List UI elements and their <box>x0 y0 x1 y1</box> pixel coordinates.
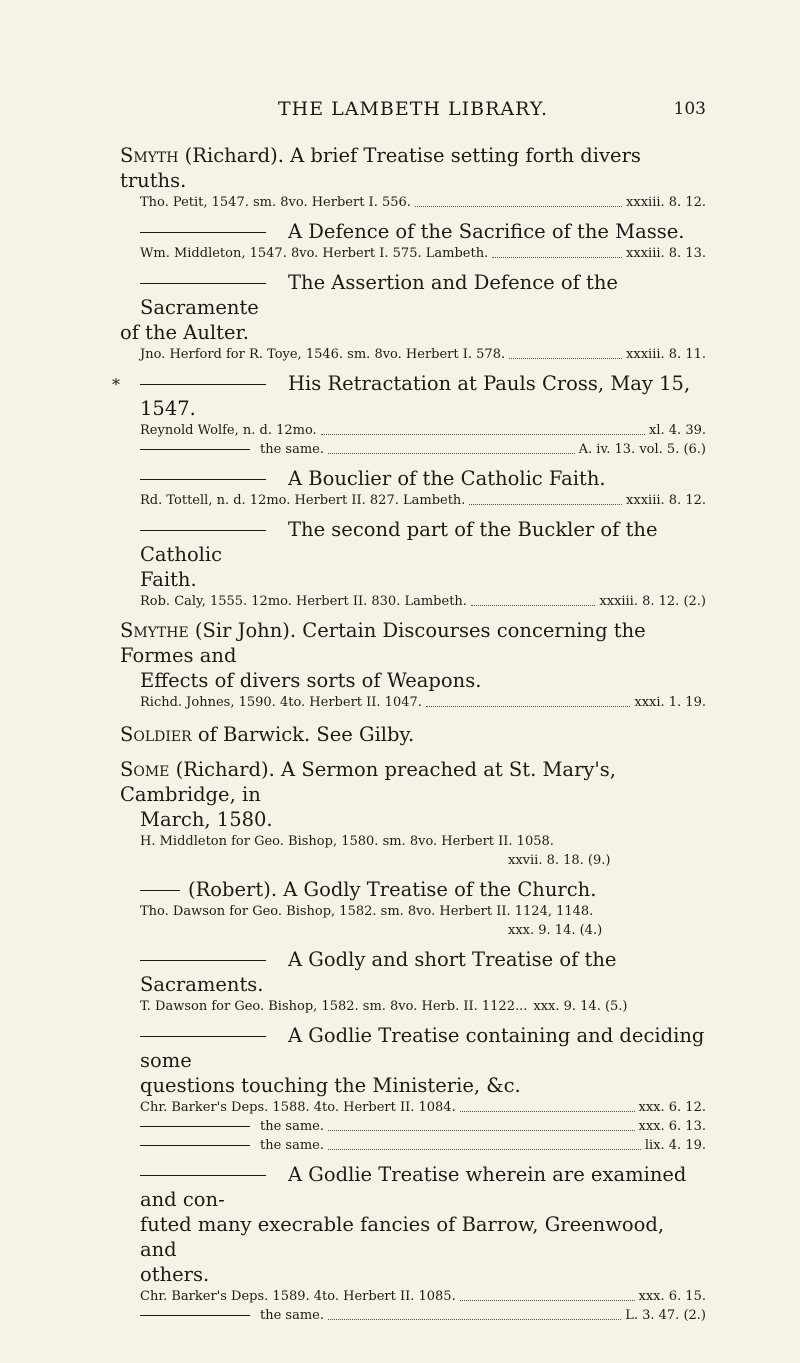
entry-publication: Jno. Herford for R. Toye, 1546. sm. 8vo. Herbert I. 578. <box>140 347 506 362</box>
entry-publication: Rob. Caly, 1555. 12mo. Herbert II. 830. Lambeth. <box>140 594 467 609</box>
cross-reference: See Gilby. <box>310 723 415 746</box>
entry-title: A Defence of the Sacrifice of the Masse. <box>288 220 685 243</box>
entry-title-continued: Faith. <box>140 568 197 591</box>
catalogue-entry <box>112 371 706 459</box>
entry-title: A Godly and short Treatise of the Sacraments. <box>140 948 617 996</box>
page-header <box>120 98 706 126</box>
entry-publication: Richd. Johnes, 1590. 4to. Herbert II. 1047. <box>140 695 422 710</box>
entry-sub-text: the same. <box>260 1119 324 1134</box>
entry-author-detail: (Sir John). <box>188 619 297 642</box>
entry-sub-text: the same. <box>260 442 324 457</box>
entry-shelfmark: xl. 4. 39. <box>649 423 706 438</box>
entry-shelfmark: xxxiii. 8. 12. <box>626 195 706 210</box>
catalogue-entry <box>120 1023 706 1155</box>
entry-title: A Godlie Treatise wherein are examined and con- <box>140 1163 687 1211</box>
catalogue-entry <box>120 270 706 364</box>
catalogue-entry <box>120 877 706 940</box>
entry-title-continued: futed many execrable fancies of Barrow, Greenwood, and <box>140 1213 665 1261</box>
entry-title: A Bouclier of the Catholic Faith. <box>288 467 606 490</box>
entry-sub-shelfmark: A. iv. 13. vol. 5. (6.) <box>578 442 706 457</box>
catalogue-entry <box>120 219 706 263</box>
catalogue-entry <box>120 722 706 747</box>
ditto-dash <box>140 449 250 450</box>
catalogue-entry <box>120 757 706 870</box>
ditto-dash <box>140 479 266 480</box>
entry-title: A Godlie Treatise containing and deciding some <box>140 1024 705 1072</box>
entry-shelfmark: xxx. 6. 15. <box>638 1289 706 1304</box>
ditto-dash <box>140 232 266 233</box>
entry-shelfmark: xxx. 9. 14. (4.) <box>508 923 603 938</box>
catalogue-entry <box>120 1162 706 1325</box>
entry-author-detail: (Richard). <box>169 758 275 781</box>
entry-title: A Godly Treatise of the Church. <box>277 878 597 901</box>
ditto-dash <box>140 283 266 284</box>
entry-title: The second part of the Buckler of the Catholic <box>140 518 658 566</box>
ditto-dash <box>140 1036 266 1037</box>
ditto-dash <box>140 1126 250 1127</box>
entry-author: Smythe <box>120 619 189 642</box>
entry-publication: Chr. Barker's Deps. 1588. 4to. Herbert II. 1084. <box>140 1100 456 1115</box>
running-title: THE LAMBETH LIBRARY. <box>277 98 549 120</box>
entry-publication: Tho. Dawson for Geo. Bishop, 1582. sm. 8vo. Herbert II. 1124, 1148. <box>140 904 594 919</box>
entry-title: The Assertion and Defence of the Sacramente <box>140 271 618 319</box>
entry-publication: Reynold Wolfe, n. d. 12mo. <box>140 423 317 438</box>
entry-publication: Tho. Petit, 1547. sm. 8vo. Herbert I. 556. <box>140 195 411 210</box>
entry-shelfmark: xxvii. 8. 18. (9.) <box>508 853 611 868</box>
ditto-dash <box>140 384 266 385</box>
catalogue-entry <box>120 618 706 712</box>
entry-shelfmark: xxx. 9. 14. (5.) <box>533 999 628 1014</box>
entry-author: Some <box>120 758 170 781</box>
entry-publication: T. Dawson for Geo. Bishop, 1582. sm. 8vo. Herb. II. 1122... <box>140 999 528 1014</box>
entry-sub-shelfmark: L. 3. 47. (2.) <box>625 1308 706 1323</box>
ditto-dash <box>140 960 266 961</box>
entry-title: His Retractation at Pauls Cross, May 15, <box>288 372 691 395</box>
entry-title: A Sermon preached at St. Mary's, Cambridge, in <box>120 758 616 806</box>
entry-shelfmark: xxxiii. 8. 13. <box>626 246 706 261</box>
entry-title-continued: 1547. <box>140 397 196 420</box>
ditto-dash <box>140 1315 250 1316</box>
entry-title-continued: Effects of divers sorts of Weapons. <box>140 669 482 692</box>
entry-title: A brief Treatise setting forth divers truths. <box>120 144 641 192</box>
entry-author-detail: of Barwick. <box>191 723 311 746</box>
entry-shelfmark: xxxiii. 8. 11. <box>626 347 706 362</box>
entry-sub-text: the same. <box>260 1308 324 1323</box>
ditto-dash <box>140 1175 266 1176</box>
catalogue-entries <box>112 136 706 1325</box>
entry-shelfmark: xxx. 6. 12. <box>638 1100 706 1115</box>
entry-sub-text: the same. <box>260 1138 324 1153</box>
entry-publication: H. Middleton for Geo. Bishop, 1580. sm. 8vo. Herbert II. 1058. <box>140 834 554 849</box>
catalogue-entry <box>120 466 706 510</box>
ditto-dash <box>140 1145 250 1146</box>
entry-title-continued: questions touching the Ministerie, &c. <box>140 1074 521 1097</box>
entry-author-detail: (Robert). <box>188 878 278 901</box>
entry-title: Certain Discourses concerning the Formes and <box>120 619 646 667</box>
ditto-dash <box>140 890 180 891</box>
entry-title-continued: of the Aulter. <box>120 321 249 344</box>
ditto-dash <box>140 530 266 531</box>
entry-author: Soldier <box>120 723 192 746</box>
entry-publication: Rd. Tottell, n. d. 12mo. Herbert II. 827. Lambeth. <box>140 493 466 508</box>
catalogue-entry <box>120 517 706 611</box>
entry-sub-shelfmark: lix. 4. 19. <box>644 1138 706 1153</box>
asterisk-mark: * <box>112 375 120 394</box>
entry-publication: Chr. Barker's Deps. 1589. 4to. Herbert II. 1085. <box>140 1289 456 1304</box>
entry-title-continued: others. <box>140 1263 210 1286</box>
entry-author: Smyth <box>120 144 179 167</box>
catalogue-entry <box>120 143 706 212</box>
entry-sub-shelfmark: xxx. 6. 13. <box>638 1119 706 1134</box>
entry-title-continued: March, 1580. <box>140 808 273 831</box>
catalogue-entry <box>120 947 706 1016</box>
entry-shelfmark: xxxiii. 8. 12. <box>626 493 706 508</box>
entry-shelfmark: xxxiii. 8. 12. (2.) <box>599 594 706 609</box>
entry-author-detail: (Richard). <box>178 144 284 167</box>
entry-shelfmark: xxxi. 1. 19. <box>634 695 706 710</box>
page-number: 103 <box>673 99 706 119</box>
entry-publication: Wm. Middleton, 1547. 8vo. Herbert I. 575. Lambeth. <box>140 246 489 261</box>
